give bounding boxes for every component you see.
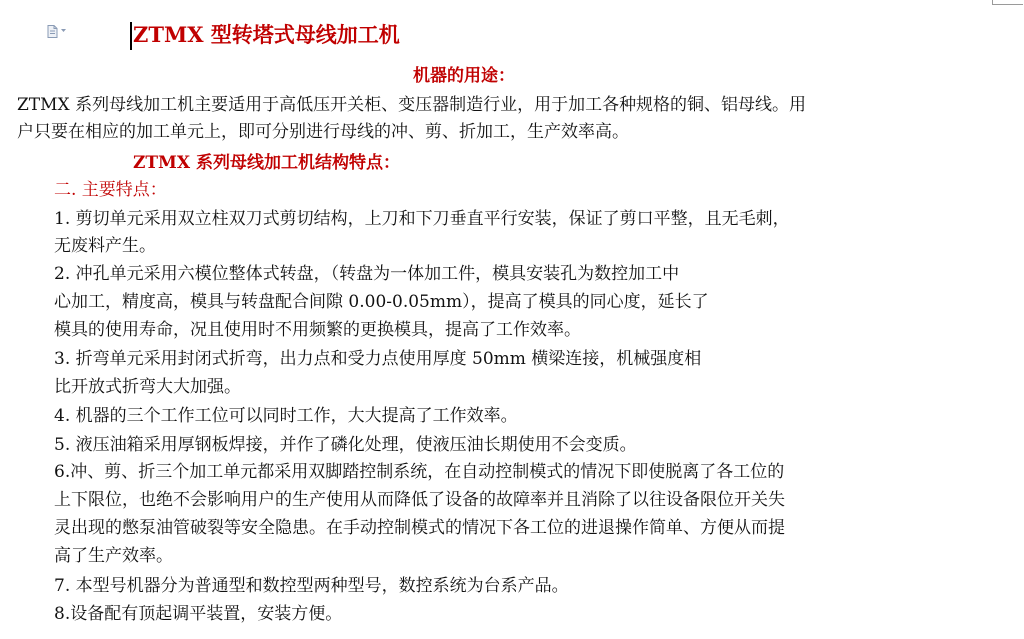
feature-line: 心加工，精度高，模具与转盘配合间隙 0.00-0.05mm），提高了模具的同心度，延长了 [54,292,709,312]
feature-line: 高了生产效率。 [54,546,173,566]
document-icon [47,25,58,38]
text-cursor [130,22,132,50]
feature-line: 上下限位，也绝不会影响用户的生产使用从而降低了设备的故障率并且消除了以往设备限位开关失 [54,490,785,510]
feature-line: 3. 折弯单元采用封闭式折弯，出力点和受力点使用厚度 50mm 横梁连接，机械强度相 [54,349,702,369]
document-title: ZTMX 型转塔式母线加工机 [133,22,400,47]
feature-line: 2. 冲孔单元采用六模位整体式转盘，（转盘为一体加工件，模具安装孔为数控加工中 [54,264,680,284]
feature-line: 1. 剪切单元采用双立柱双刀式剪切结构，上刀和下刀垂直平行安装，保证了剪口平整，且无毛刺， [54,209,790,229]
feature-line: 灵出现的憋泵油管破裂等安全隐患。在手动控制模式的情况下各工位的进退操作简单、方便从而提 [54,518,785,538]
page-corner-mark [992,0,1023,5]
feature-line: 模具的使用寿命，况且使用时不用频繁的更换模具，提高了工作效率。 [54,320,581,340]
purpose-heading: 机器的用途： [413,66,515,86]
feature-line: 比开放式折弯大大加强。 [54,377,241,397]
chevron-down-icon [61,29,66,33]
main-features-heading: 二. 主要特点： [54,180,167,200]
feature-line: 4. 机器的三个工作工位可以同时工作，大大提高了工作效率。 [54,406,518,426]
feature-line: 5. 液压油箱采用厚钢板焊接，并作了磷化处理，使液压油长期使用不会变质。 [54,435,637,455]
intro-line-2: 户只要在相应的加工单元上，即可分别进行母线的冲、剪、折加工，生产效率高。 [17,122,629,142]
feature-line: 6.冲、剪、折三个加工单元都采用双脚踏控制系统，在自动控制模式的情况下即使脱离了各工位的 [54,462,785,482]
document-options-button[interactable] [47,24,69,38]
features-heading: ZTMX 系列母线加工机结构特点： [133,153,400,173]
feature-line: 7. 本型号机器分为普通型和数控型两种型号，数控系统为台系产品。 [54,576,569,596]
intro-line-1: ZTMX 系列母线加工机主要适用于高低压开关柜、变压器制造行业，用于加工各种规格的铜、铝母线。用 [17,95,807,115]
feature-line: 无废料产生。 [54,236,156,256]
feature-line: 8.设备配有顶起调平装置，安装方便。 [54,604,343,624]
